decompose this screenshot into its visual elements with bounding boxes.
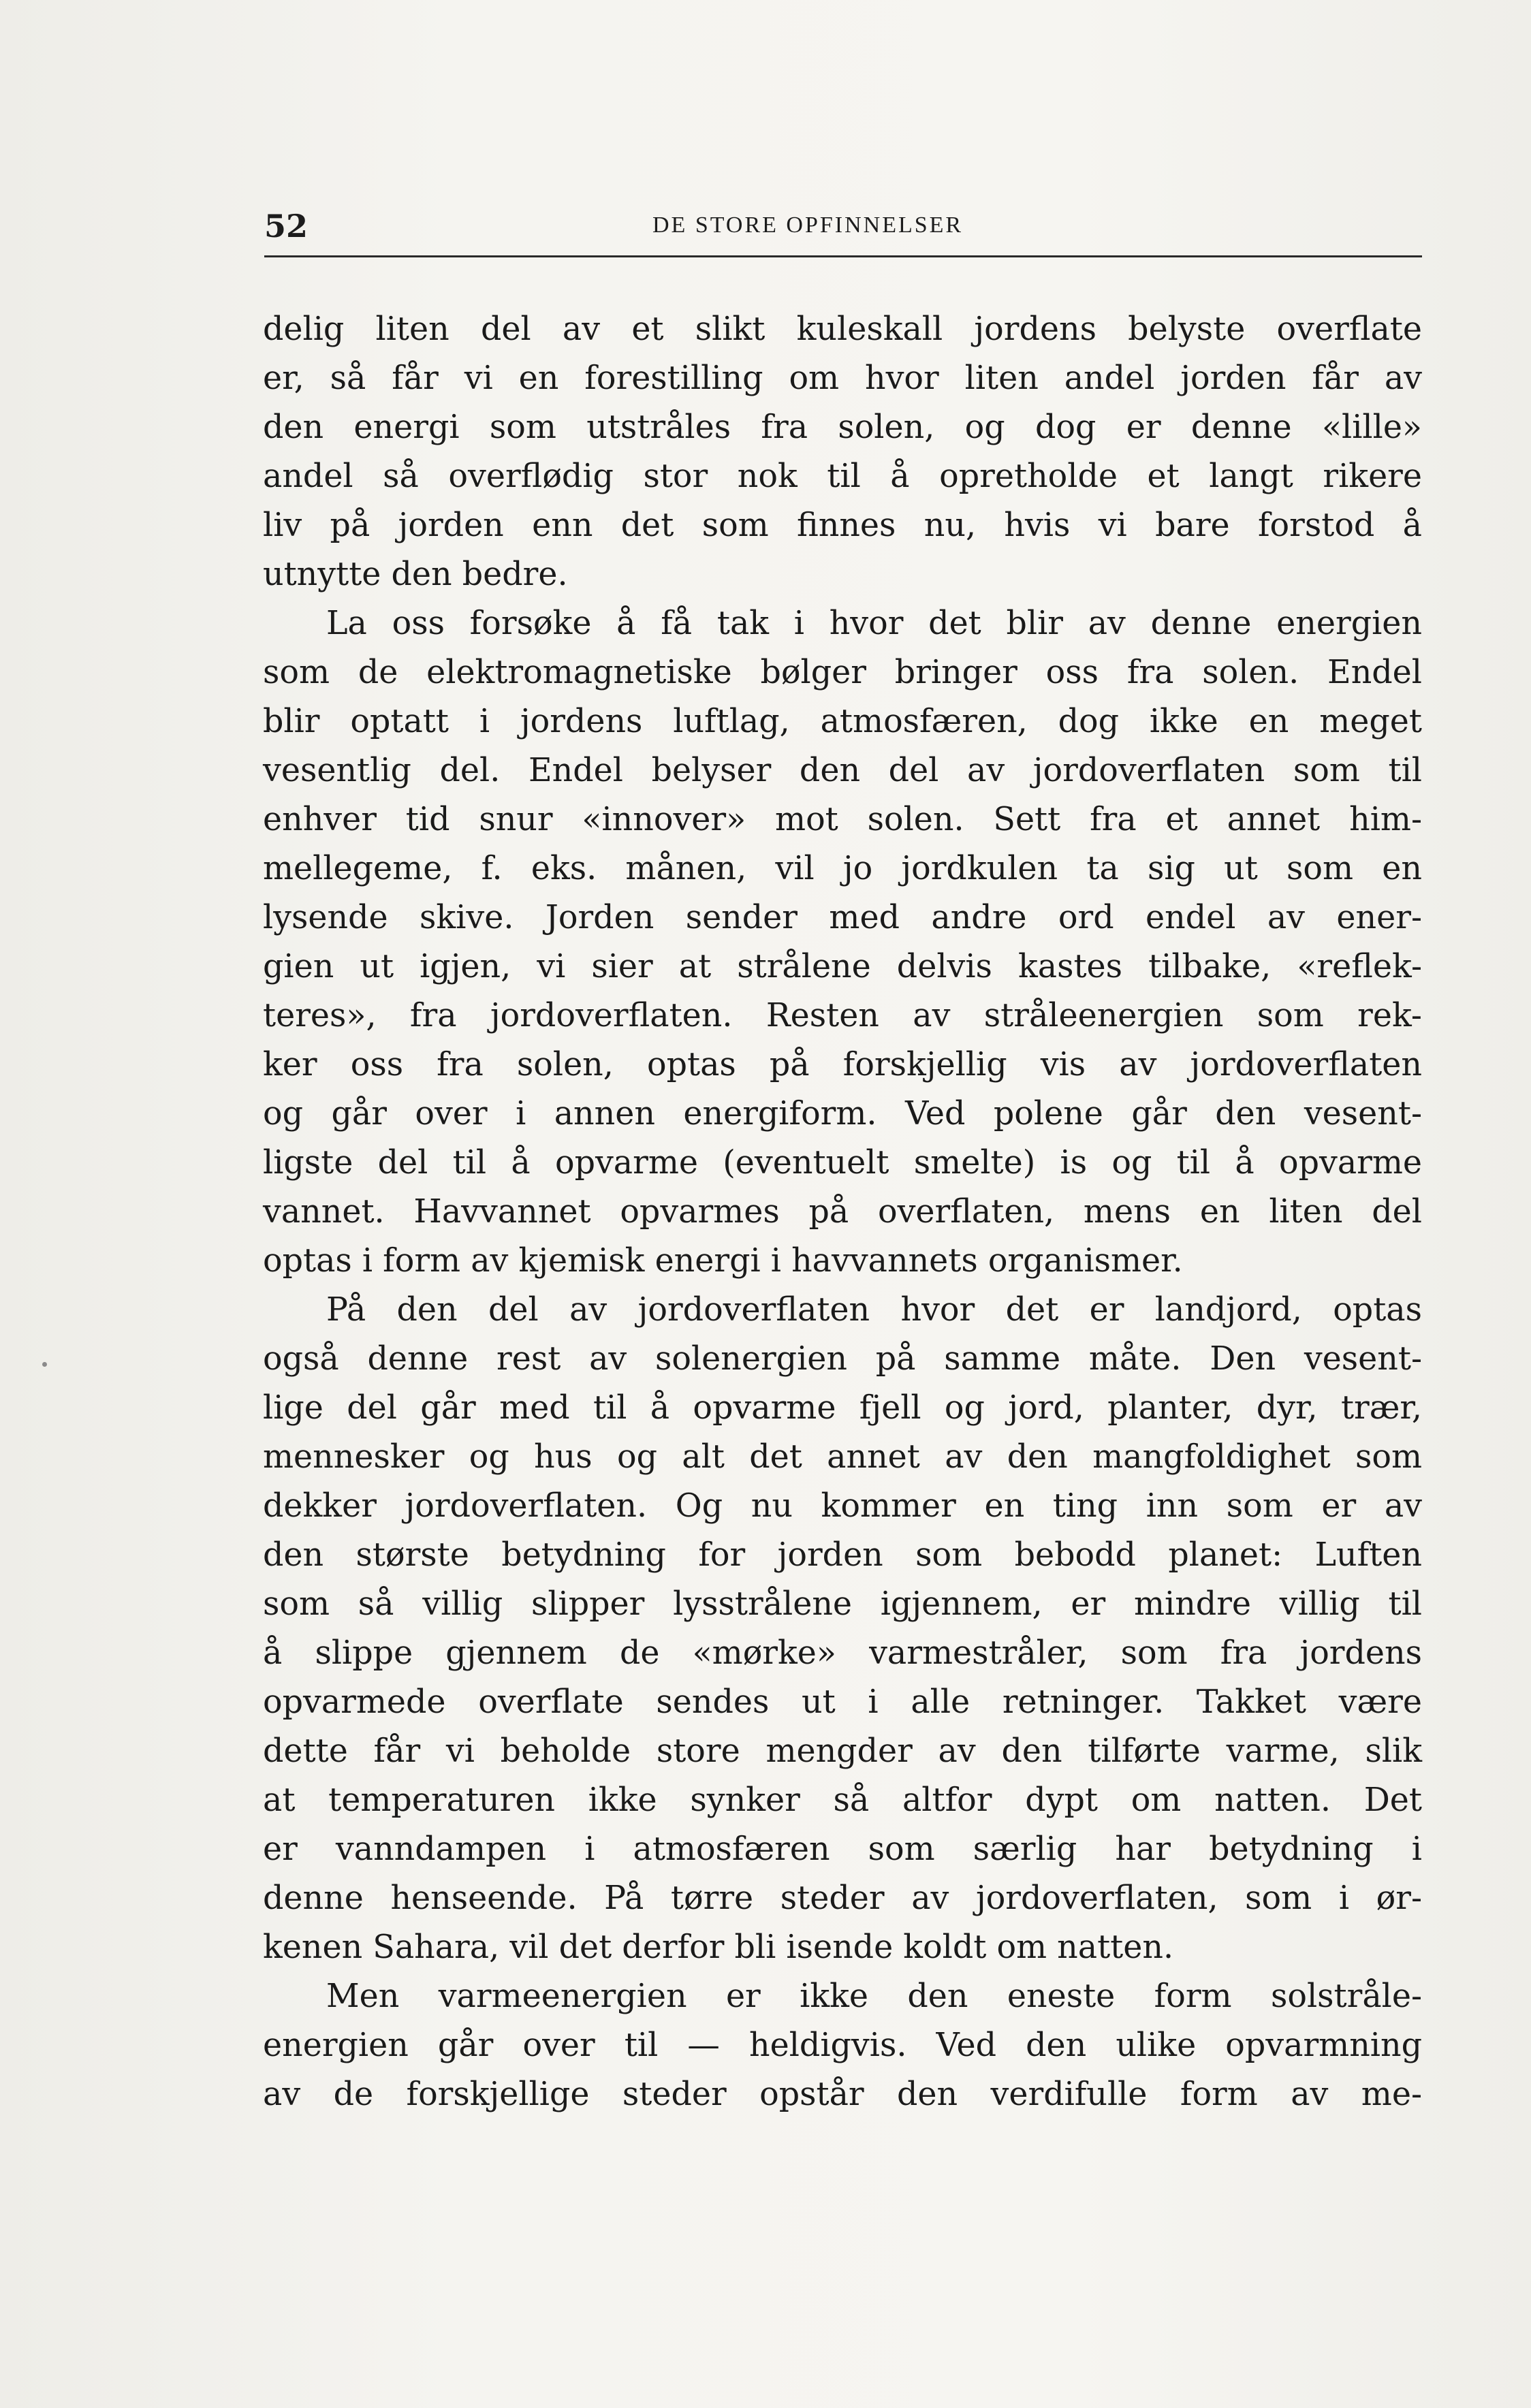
text-line: den største betydning for jorden som bebodd planet: Luften — [263, 1536, 1422, 1574]
text-line: ligste del til å opvarme (eventuelt smelte) is og til å opvarme — [263, 1144, 1422, 1182]
text-line: vesentlig del. Endel belyser den del av jordoverflaten som til — [263, 752, 1422, 789]
text-line: er, så får vi en forestilling om hvor liten andel jorden får av — [263, 360, 1422, 397]
text-line: som de elektromagnetiske bølger bringer oss fra solen. Endel — [263, 654, 1422, 691]
page-number: 52 — [264, 208, 309, 244]
text-line: enhver tid snur «innover» mot solen. Sett fra et annet him- — [263, 801, 1422, 838]
text-line: mennesker og hus og alt det annet av den mangfoldighet som — [263, 1438, 1422, 1476]
text-line: La oss forsøke å få tak i hvor det blir av denne energien — [326, 605, 1422, 642]
text-line: energien går over til — heldigvis. Ved den ulike opvarmning — [263, 2027, 1422, 2064]
text-line: utnytte den bedre. — [263, 556, 568, 593]
text-line: kenen Sahara, vil det derfor bli isende koldt om natten. — [263, 1929, 1174, 1966]
text-line: lysende skive. Jorden sender med andre ord endel av ener- — [263, 899, 1422, 936]
text-line: teres», fra jordoverflaten. Resten av stråleenergien som rek- — [263, 997, 1422, 1034]
text-line: På den del av jordoverflaten hvor det er landjord, optas — [326, 1291, 1422, 1329]
running-head: DE STORE OPFINNELSER — [652, 212, 964, 238]
text-line: delig liten del av et slikt kuleskall jordens belyste overflate — [263, 311, 1422, 348]
page-header — [264, 208, 1422, 257]
text-line: og går over i annen energiform. Ved polene går den vesent- — [263, 1095, 1422, 1132]
text-line: opvarmede overflate sendes ut i alle retninger. Takket være — [263, 1683, 1422, 1721]
text-line: å slippe gjennem de «mørke» varmestråler, som fra jordens — [263, 1634, 1422, 1672]
text-line: andel så overflødig stor nok til å opretholde et langt rikere — [263, 458, 1422, 495]
text-line: er vanndampen i atmosfæren som særlig har betydning i — [263, 1831, 1422, 1868]
text-line: også denne rest av solenergien på samme måte. Den vesent- — [263, 1340, 1422, 1378]
text-line: liv på jorden enn det som finnes nu, hvis vi bare forstod å — [263, 507, 1422, 544]
text-line: blir optatt i jordens luftlag, atmosfæren, dog ikke en meget — [263, 703, 1422, 740]
text-line: dette får vi beholde store mengder av den tilførte varme, slik — [263, 1732, 1422, 1770]
paper-speck — [42, 1362, 47, 1367]
text-line: dekker jordoverflaten. Og nu kommer en ting inn som er av — [263, 1487, 1422, 1525]
text-line: som så villig slipper lysstrålene igjennem, er mindre villig til — [263, 1585, 1422, 1623]
text-line: optas i form av kjemisk energi i havvannets organismer. — [263, 1242, 1183, 1280]
text-line: at temperaturen ikke synker så altfor dypt om natten. Det — [263, 1781, 1422, 1819]
text-line: denne henseende. På tørre steder av jordoverflaten, som i ør- — [263, 1880, 1422, 1917]
text-line: ker oss fra solen, optas på forskjellig vis av jordoverflaten — [263, 1046, 1422, 1083]
text-line: Men varmeenergien er ikke den eneste form solstråle- — [326, 1978, 1422, 2015]
text-line: gien ut igjen, vi sier at strålene delvis kastes tilbake, «reflek- — [263, 948, 1422, 985]
text-line: av de forskjellige steder opstår den verdifulle form av me- — [263, 2076, 1422, 2113]
text-line: vannet. Havvannet opvarmes på overflaten, mens en liten del — [263, 1193, 1422, 1231]
text-line: lige del går med til å opvarme fjell og jord, planter, dyr, trær, — [263, 1389, 1422, 1427]
text-line: mellegeme, f. eks. månen, vil jo jordkulen ta sig ut som en — [263, 850, 1422, 887]
text-line: den energi som utstråles fra solen, og dog er denne «lille» — [263, 409, 1422, 446]
body-text — [263, 305, 1422, 2119]
